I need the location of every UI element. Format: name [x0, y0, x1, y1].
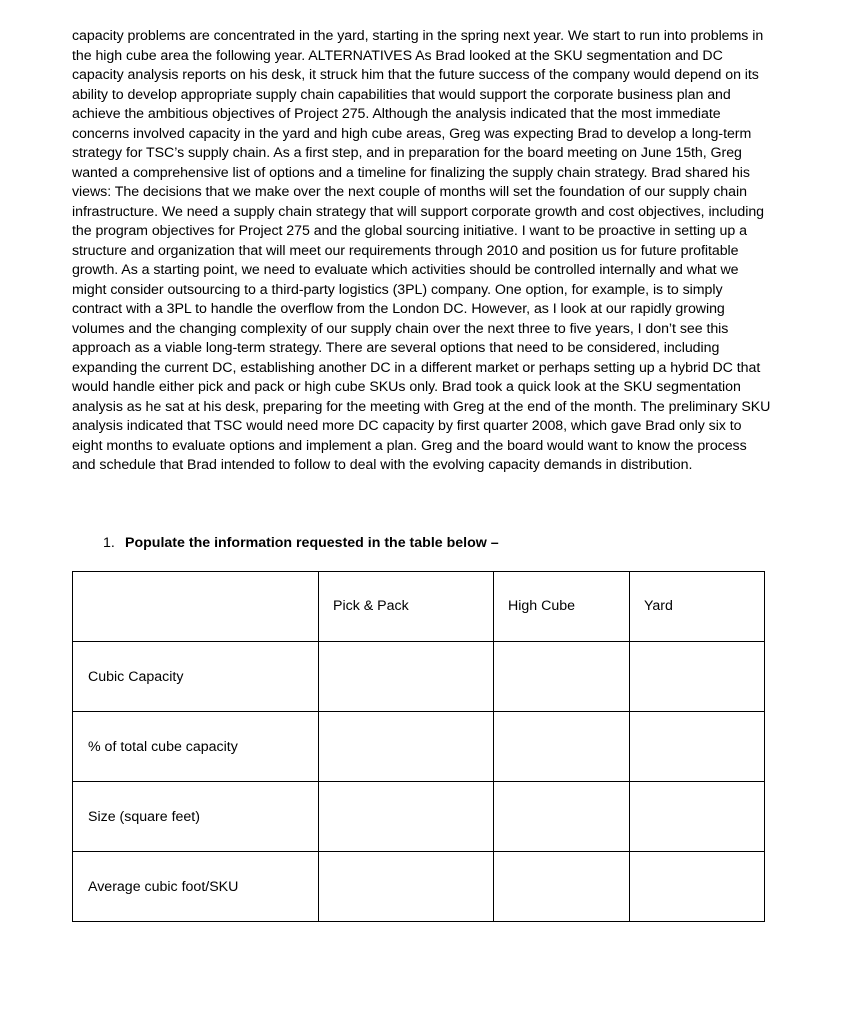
table-cell-yard[interactable]: [630, 852, 765, 922]
capacity-table: [72, 571, 765, 922]
question-number: 1.: [103, 535, 115, 551]
table-header-pick-pack: Pick & Pack: [319, 572, 494, 642]
table-cell-yard[interactable]: [630, 712, 765, 782]
row-label: Average cubic foot/SKU: [73, 852, 319, 922]
row-label: Cubic Capacity: [73, 642, 319, 712]
table-cell-high-cube[interactable]: [494, 852, 630, 922]
body-paragraph: capacity problems are concentrated in the yard, starting in the spring next year. We start to run into problems in the high cube area the following year. ALTERNATIVES As Brad looked at the SKU segmentation and DC capacity analysis reports on his desk, it struck him that the future success of the company would depend on its ability to develop appropriate supply chain capabilities that would support the corporate business plan and achieve the ambitious objectives of Project 275. Although the analysis indicated that the most immediate concerns involved capacity in the yard and high cube areas, Greg was expecting Brad to develop a long-term strategy for TSC’s supply chain. As a first step, and in preparation for the board meeting on June 15th, Greg wanted a comprehensive list of options and a timeline for finalizing the supply chain strategy. Brad shared his views: The decisions that we make over the next couple of months will set the foundation of our supply chain infrastructure. We need a supply chain strategy that will support corporate growth and cost objectives, including the program objectives for Project 275 and the global sourcing initiative. I want to be proactive in setting up a structure and organization that will meet our requirements through 2010 and position us for future profitable growth. As a starting point, we need to evaluate which activities should be controlled internally and what we might consider outsourcing to a third-party logistics (3PL) company. One option, for example, is to simply contract with a 3PL to handle the overflow from the London DC. However, as I look at our rapidly growing volumes and the changing complexity of our supply chain over the next three to five years, I don’t see this approach as a viable long-term strategy. There are several options that need to be considered, including expanding the current DC, establishing another DC in a different market or perhaps setting up a hybrid DC that would handle either pick and pack or high cube SKUs only. Brad took a quick look at the SKU segmentation analysis as he sat at his desk, preparing for the meeting with Greg at the end of the month. The preliminary SKU analysis indicated that TSC would need more DC capacity by first quarter 2008, which gave Brad only six to eight months to evaluate options and implement a plan. Greg and the board would want to know the process and schedule that Brad intended to follow to deal with the evolving capacity demands in distribution.: [72, 28, 771, 473]
table-row-cubic-capacity: [73, 642, 765, 712]
table-header-high-cube: High Cube: [494, 572, 630, 642]
table-cell-high-cube[interactable]: [494, 712, 630, 782]
table-header-cell-blank: [73, 572, 319, 642]
table-cell-pick-pack[interactable]: [319, 782, 494, 852]
table-cell-yard[interactable]: [630, 782, 765, 852]
question-1: [103, 533, 499, 553]
question-text: Populate the information requested in the table below –: [125, 535, 499, 551]
table-cell-pick-pack[interactable]: [319, 712, 494, 782]
table-header-row: [73, 572, 765, 642]
table-row-average-cubic-foot-sku: [73, 852, 765, 922]
table-cell-yard[interactable]: [630, 642, 765, 712]
row-label: Size (square feet): [73, 782, 319, 852]
table-row-size-square-feet: [73, 782, 765, 852]
table-cell-pick-pack[interactable]: [319, 642, 494, 712]
table-cell-high-cube[interactable]: [494, 642, 630, 712]
table-header-yard: Yard: [630, 572, 765, 642]
table-cell-high-cube[interactable]: [494, 782, 630, 852]
row-label: % of total cube capacity: [73, 712, 319, 782]
table-row-percent-total-cube: [73, 712, 765, 782]
table-cell-pick-pack[interactable]: [319, 852, 494, 922]
